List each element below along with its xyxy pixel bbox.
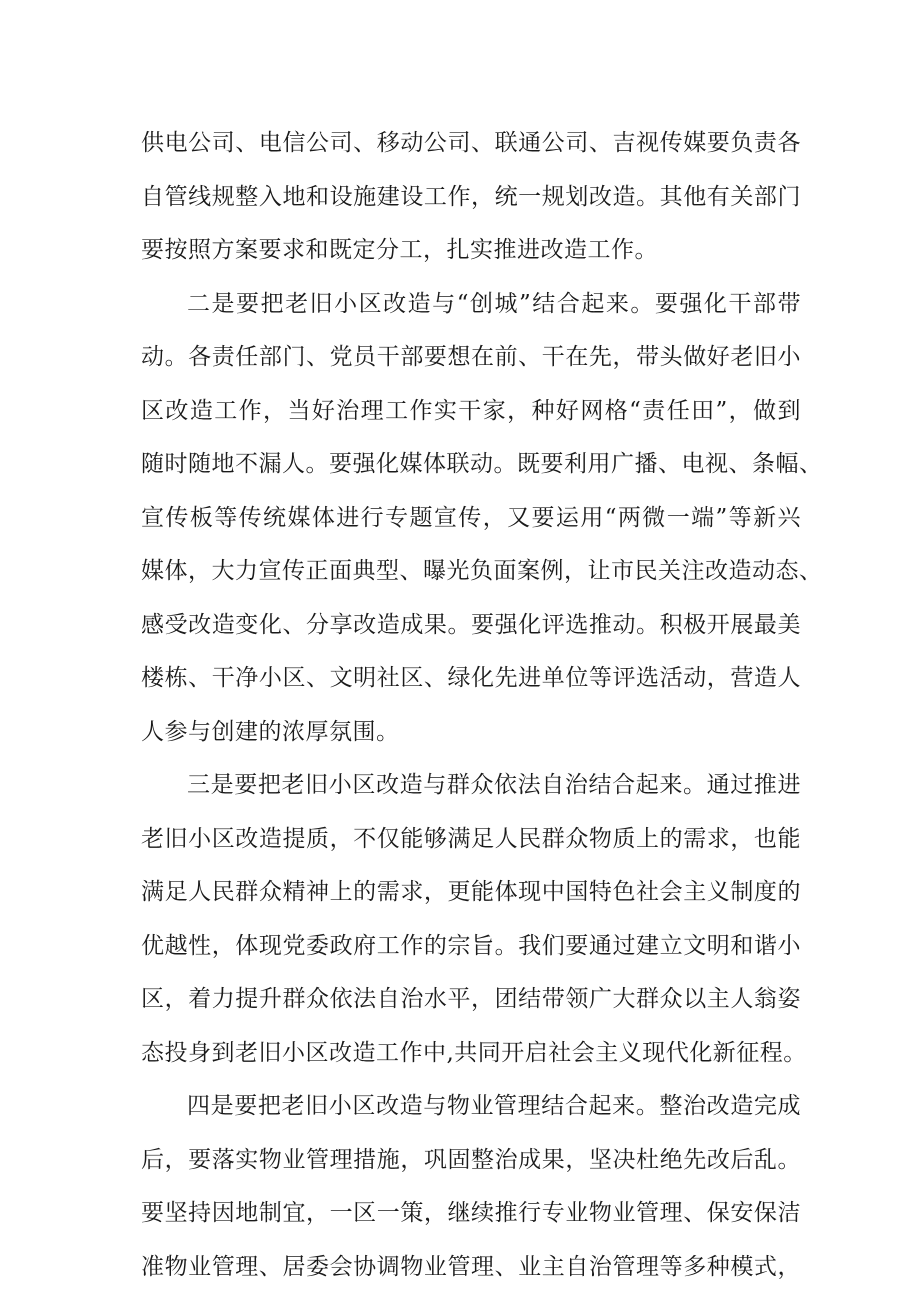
text-line: 三是要把老旧小区改造与群众依法自治结合起来。通过推进 xyxy=(187,772,801,798)
text-line: 区改造工作，当好治理工作实干家，种好网格“责任田”，做到 xyxy=(141,397,801,424)
text-line: 优越性，体现党委政府工作的宗旨。我们要通过建立文明和谐小 xyxy=(141,932,801,959)
text-line: 满足人民群众精神上的需求，更能体现中国特色社会主义制度的 xyxy=(141,879,801,905)
text-line: 后，要落实物业管理措施，巩固整治成果，坚决杜绝先改后乱。 xyxy=(141,1146,801,1173)
text-line: 感受改造变化、分享改造成果。要强化评选推动。积极开展最美 xyxy=(141,611,801,638)
text-line: 自管线规整入地和设施建设工作，统一规划改造。其他有关部门 xyxy=(141,183,801,210)
text-line: 要坚持因地制宜，一区一策，继续推行专业物业管理、保安保洁 xyxy=(141,1200,801,1226)
text-line: 随时随地不漏人。要强化媒体联动。既要利用广播、电视、条幅、 xyxy=(141,451,823,477)
text-line: 媒体，大力宣传正面典型、曝光负面案例，让市民关注改造动态、 xyxy=(141,558,823,584)
text-line: 老旧小区改造提质，不仅能够满足人民群众物质上的需求，也能 xyxy=(141,825,801,852)
text-line: 人参与创建的浓厚氛围。 xyxy=(141,718,400,745)
text-line: 态投身到老旧小区改造工作中,共同开启社会主义现代化新征程。 xyxy=(141,1039,807,1066)
text-line: 准物业管理、居委会协调物业管理、业主自治管理等多种模式， xyxy=(141,1253,801,1280)
text-line: 供电公司、电信公司、移动公司、联通公司、吉视传媒要负责各 xyxy=(141,130,801,156)
text-line: 四是要把老旧小区改造与物业管理结合起来。整治改造完成 xyxy=(187,1093,801,1119)
text-line: 楼栋、干净小区、文明社区、绿化先进单位等评选活动，营造人 xyxy=(141,665,801,691)
text-line: 宣传板等传统媒体进行专题宣传，又要运用“两微一端”等新兴 xyxy=(141,504,801,531)
text-line: 动。各责任部门、党员干部要想在前、干在先，带头做好老旧小 xyxy=(141,344,801,370)
document-body xyxy=(141,117,823,1294)
text-line: 要按照方案要求和既定分工，扎实推进改造工作。 xyxy=(141,237,658,263)
text-line: 二是要把老旧小区改造与“创城”结合起来。要强化干部带 xyxy=(187,290,801,317)
text-line: 区，着力提升群众依法自治水平，团结带领广大群众以主人翁姿 xyxy=(141,986,801,1012)
